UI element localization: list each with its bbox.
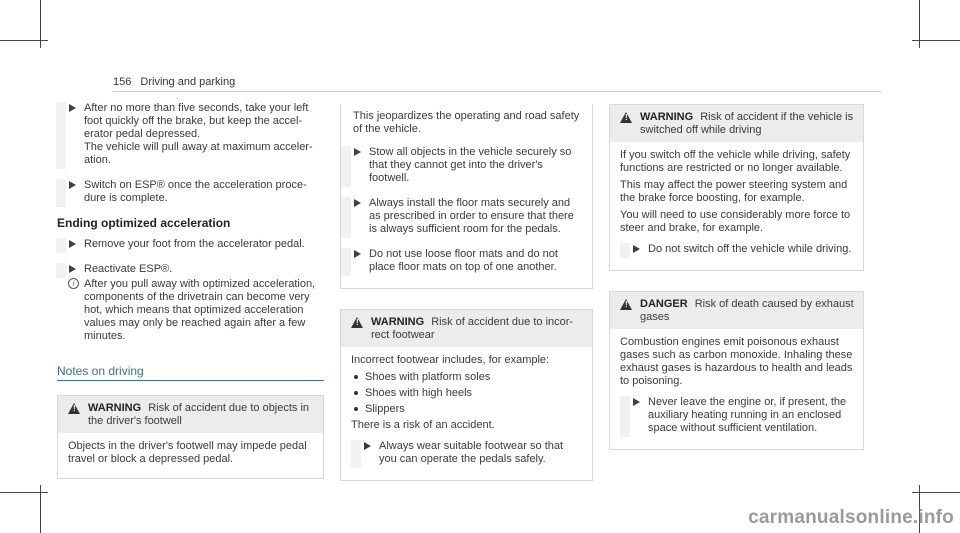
column-3 — [609, 104, 864, 468]
info-note — [68, 278, 324, 343]
column-1 — [57, 102, 324, 497]
section-title: Driving and parking — [140, 76, 236, 88]
danger-label: DANGER — [640, 298, 688, 310]
column-2 — [340, 104, 593, 499]
step — [68, 102, 324, 167]
warning-triangle-icon: ! — [620, 112, 632, 123]
step — [353, 146, 582, 185]
warning-title: Risk of accident due to incorrect footwear — [371, 316, 574, 341]
bullet-item: Slippers — [351, 403, 582, 416]
info-text: After you pull away with optimized acceleration, components of the drivetrain can become very hot, which means that optimized acceleration values may only be reached again after a few minutes. — [84, 278, 316, 342]
step-text: Reactivate ESP®. — [84, 263, 173, 275]
continued-warning-box — [340, 104, 593, 289]
arrow-icon — [69, 181, 76, 189]
step-text: Always wear suitable footwear so that you can operate the pedals safely. — [379, 440, 564, 465]
header-rule — [113, 91, 881, 92]
danger-triangle-icon: ! — [620, 299, 632, 310]
step — [68, 179, 324, 205]
crop-mark — [0, 40, 48, 41]
arrow-icon — [633, 398, 640, 406]
step-text: Remove your foot from the accelerator pedal. — [84, 238, 305, 250]
page-number: 156 — [113, 76, 132, 88]
arrow-icon — [69, 265, 76, 273]
warning-text: If you switch off the vehicle while driving, safety functions are restricted or no longer available. — [620, 149, 851, 174]
danger-header — [610, 292, 863, 329]
step — [363, 440, 582, 466]
warning-body — [58, 433, 323, 478]
step-text: Switch on ESP® once the acceleration procedure is complete. — [84, 179, 307, 204]
warning-title: Risk of accident if the vehicle is switched off while driving — [640, 111, 854, 136]
step-text: Never leave the engine or, if present, the auxiliary heating running in an enclosed space without sufficient ventilation. — [648, 396, 847, 434]
warning-text: This may affect the power steering system and the brake force boosting, for example. — [620, 179, 848, 204]
subheading: Ending optimized acceleration — [57, 216, 231, 230]
watermark: carmanualsonline.info — [748, 507, 954, 528]
warning-header — [341, 310, 592, 347]
bullet-item: Shoes with platform soles — [351, 371, 582, 384]
arrow-icon — [69, 104, 76, 112]
arrow-icon — [633, 245, 640, 253]
warning-text: Incorrect footwear includes, for example: — [351, 354, 550, 366]
step — [632, 396, 853, 435]
info-icon: i — [68, 278, 79, 289]
warning-text: There is a risk of an accident. — [351, 419, 495, 431]
warning-triangle-icon: ! — [351, 317, 363, 328]
warning-triangle-icon: ! — [68, 403, 80, 414]
warning-title: Risk of accident due to objects in the driver's footwell — [88, 402, 310, 427]
danger-text: Combustion engines emit poisonous exhaust gases such as carbon monoxide. Inhaling these exhaust gases is hazardous to health and leads to poisoning. — [620, 336, 853, 387]
danger-box — [609, 291, 864, 450]
step — [68, 263, 324, 276]
warning-body — [341, 347, 592, 480]
warning-label: WARNING — [88, 402, 142, 414]
arrow-icon — [69, 240, 76, 248]
crop-mark — [0, 492, 48, 493]
step-text: Do not switch off the vehicle while driving. — [648, 243, 852, 255]
page-header — [113, 76, 235, 88]
warning-header — [610, 105, 863, 142]
bullet-item: Shoes with high heels — [351, 387, 582, 400]
step-text: Stow all objects in the vehicle securely so that they cannot get into the driver's footwell. — [369, 146, 572, 184]
step-text: Do not use loose floor mats and do not place floor mats on top of one another. — [369, 248, 558, 273]
warning-box — [340, 309, 593, 481]
step — [632, 243, 853, 256]
step-text: Always install the floor mats securely and as prescribed in order to ensure that there is always sufficient room for the pedals. — [369, 197, 574, 235]
arrow-icon — [364, 442, 371, 450]
arrow-icon — [354, 250, 361, 258]
danger-title: Risk of death caused by exhaust gases — [640, 298, 854, 323]
arrow-icon — [354, 199, 361, 207]
warning-body — [610, 142, 863, 270]
section-heading: Notes on driving — [57, 365, 324, 381]
warning-text: Objects in the driver's footwell may impede pedal travel or block a depressed pedal. — [68, 440, 307, 465]
step — [68, 238, 324, 251]
warning-box — [57, 395, 324, 479]
step — [353, 248, 582, 274]
warning-box — [609, 104, 864, 271]
crop-mark — [912, 492, 960, 493]
danger-body — [610, 329, 863, 449]
box-text: This jeopardizes the operating and road safety of the vehicle. — [353, 110, 580, 135]
step-text: After no more than five seconds, take your left foot quickly off the brake, but keep the accelerator pedal depressed. The vehicle will pull away at maximum acceleration. — [84, 102, 313, 166]
warning-label: WARNING — [371, 316, 425, 328]
warning-header — [58, 396, 323, 433]
warning-text: You will need to use considerably more force to steer and brake, for example. — [620, 209, 851, 234]
crop-mark — [912, 40, 960, 41]
step — [353, 197, 582, 236]
arrow-icon — [354, 148, 361, 156]
warning-label: WARNING — [640, 111, 694, 123]
